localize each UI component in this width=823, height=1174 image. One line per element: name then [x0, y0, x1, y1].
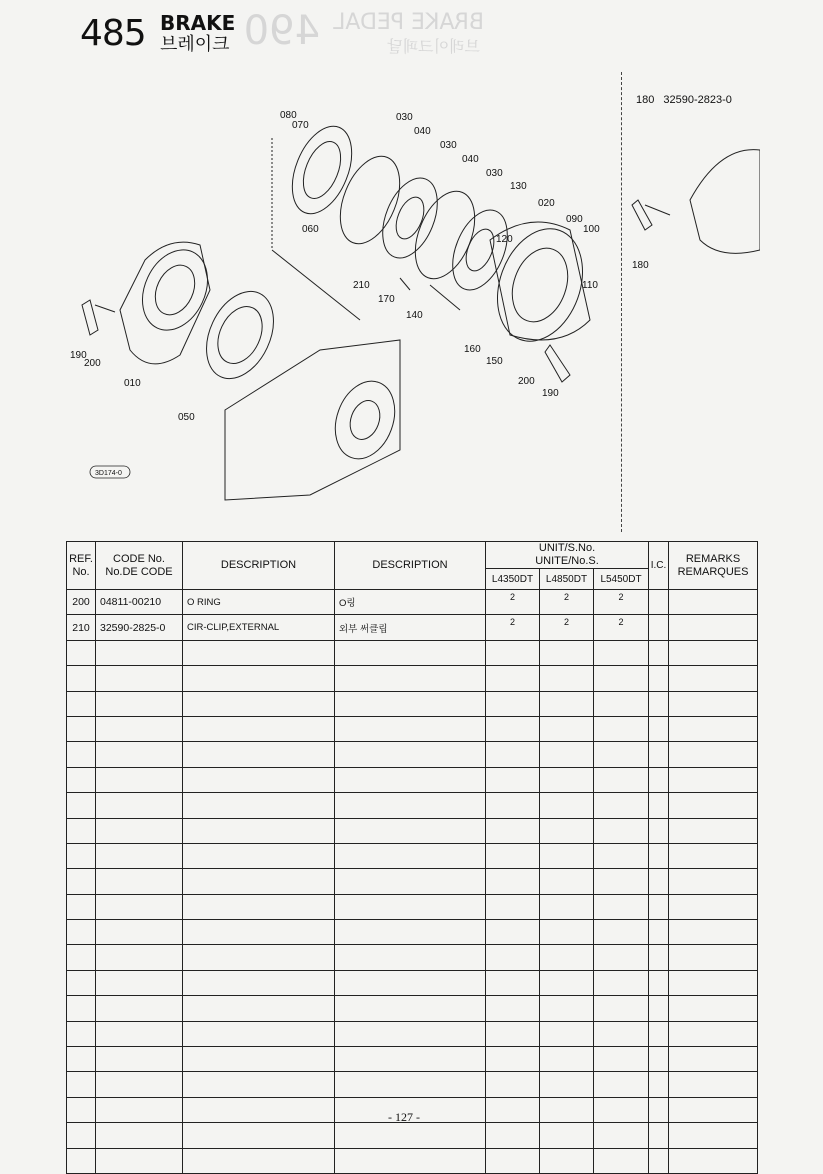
code-cell	[96, 793, 183, 818]
ic-cell	[649, 1123, 669, 1148]
qty-cell	[486, 1097, 540, 1122]
table-row	[67, 996, 758, 1021]
qty-cell	[594, 894, 649, 919]
description-en-cell	[183, 894, 335, 919]
ic-cell	[649, 793, 669, 818]
header-unit: UNIT/S.No. UNITE/No.S.	[486, 542, 649, 569]
description-en-cell	[183, 869, 335, 894]
qty-cell	[486, 894, 540, 919]
table-row	[67, 894, 758, 919]
ref-cell	[67, 894, 96, 919]
ref-cell: 200	[67, 590, 96, 615]
table-row	[67, 843, 758, 868]
callout-label: 070	[292, 120, 309, 131]
description-en-cell	[183, 843, 335, 868]
qty-cell	[540, 945, 594, 970]
qty-cell	[540, 920, 594, 945]
ref-cell	[67, 1072, 96, 1097]
remarks-cell	[669, 793, 758, 818]
description-ko-cell	[335, 996, 486, 1021]
section-title-ko: 브레이크	[160, 34, 230, 55]
description-ko-cell	[335, 894, 486, 919]
ic-cell	[649, 843, 669, 868]
header-remarks: REMARKS REMARQUES	[669, 542, 758, 590]
description-ko-cell	[335, 1123, 486, 1148]
description-en-cell: O RING	[183, 590, 335, 615]
transmission-case	[225, 340, 400, 500]
remarks-cell	[669, 640, 758, 665]
qty-cell	[540, 1021, 594, 1046]
qty-cell	[486, 767, 540, 792]
qty-cell	[540, 767, 594, 792]
description-en-cell	[183, 793, 335, 818]
qty-cell	[594, 818, 649, 843]
callout-label: 100	[583, 224, 600, 235]
description-ko-cell	[335, 869, 486, 894]
qty-cell	[486, 945, 540, 970]
qty-cell	[594, 945, 649, 970]
qty-cell	[594, 1072, 649, 1097]
ic-cell	[649, 742, 669, 767]
ref-cell	[67, 945, 96, 970]
callout-label: 040	[462, 154, 479, 165]
header-code: CODE No. No.DE CODE	[96, 542, 183, 590]
description-ko-cell	[335, 818, 486, 843]
table-row	[67, 920, 758, 945]
table-row	[67, 945, 758, 970]
code-cell	[96, 1148, 183, 1173]
qty-cell: 2	[594, 615, 649, 640]
description-ko-cell	[335, 843, 486, 868]
ref-cell	[67, 1021, 96, 1046]
qty-cell	[486, 920, 540, 945]
callout-label: 010	[124, 378, 141, 389]
callout-label: 190	[70, 350, 87, 361]
callout-label: 060	[302, 224, 319, 235]
table-row	[67, 818, 758, 843]
remarks-cell	[669, 691, 758, 716]
ic-cell	[649, 970, 669, 995]
description-ko-cell	[335, 970, 486, 995]
ref-cell	[67, 716, 96, 741]
exploded-brake-diagram	[60, 90, 760, 510]
description-ko-cell	[335, 742, 486, 767]
description-ko-cell	[335, 716, 486, 741]
reference-note: 180 32590-2823-0	[636, 94, 732, 106]
qty-cell	[486, 996, 540, 1021]
code-cell	[96, 920, 183, 945]
remarks-cell	[669, 894, 758, 919]
header-model: L4850DT	[540, 569, 594, 590]
code-cell	[96, 1097, 183, 1122]
table-row	[67, 666, 758, 691]
qty-cell	[540, 742, 594, 767]
qty-cell	[594, 742, 649, 767]
callout-label: 090	[566, 214, 583, 225]
qty-cell: 2	[594, 590, 649, 615]
qty-cell	[594, 970, 649, 995]
qty-cell	[486, 666, 540, 691]
header-description-ko: DESCRIPTION	[335, 542, 486, 590]
qty-cell	[594, 1021, 649, 1046]
qty-cell	[540, 716, 594, 741]
callout-label: 120	[496, 234, 513, 245]
qty-cell	[486, 869, 540, 894]
description-en-cell: CIR-CLIP,EXTERNAL	[183, 615, 335, 640]
qty-cell: 2	[486, 590, 540, 615]
qty-cell	[540, 818, 594, 843]
remarks-cell	[669, 1072, 758, 1097]
remarks-cell	[669, 945, 758, 970]
callout-label: 110	[582, 280, 598, 291]
ic-cell	[649, 691, 669, 716]
bleed-title-ko: 브레이크페달	[387, 37, 480, 56]
remarks-cell	[669, 590, 758, 615]
description-en-cell	[183, 1021, 335, 1046]
qty-cell	[594, 1123, 649, 1148]
ic-cell	[649, 716, 669, 741]
qty-cell	[540, 640, 594, 665]
callout-label: 200	[518, 376, 535, 387]
qty-cell	[486, 1072, 540, 1097]
description-ko-cell	[335, 666, 486, 691]
qty-cell	[486, 1047, 540, 1072]
remarks-cell	[669, 615, 758, 640]
section-title-en: BRAKE	[160, 11, 236, 35]
remarks-cell	[669, 818, 758, 843]
code-cell	[96, 818, 183, 843]
code-cell	[96, 970, 183, 995]
code-cell	[96, 640, 183, 665]
ref-cell	[67, 1148, 96, 1173]
section-number: 485	[80, 13, 146, 54]
description-en-cell	[183, 1047, 335, 1072]
callout-label: 160	[464, 344, 481, 355]
remarks-cell	[669, 767, 758, 792]
ref-cell	[67, 793, 96, 818]
ref-cell	[67, 1097, 96, 1122]
qty-cell	[486, 818, 540, 843]
ref-cell	[67, 767, 96, 792]
ref-cell	[67, 742, 96, 767]
description-ko-cell	[335, 1047, 486, 1072]
qty-cell	[486, 1123, 540, 1148]
ic-cell	[649, 1021, 669, 1046]
qty-cell	[486, 1148, 540, 1173]
remarks-cell	[669, 1123, 758, 1148]
code-cell	[96, 894, 183, 919]
qty-cell	[540, 1097, 594, 1122]
table-row	[67, 1047, 758, 1072]
ic-cell	[649, 869, 669, 894]
callout-label: 200	[84, 358, 101, 369]
ref-cell	[67, 996, 96, 1021]
ic-cell	[649, 666, 669, 691]
table-row	[67, 1072, 758, 1097]
table-row	[67, 742, 758, 767]
qty-cell	[540, 691, 594, 716]
description-en-cell	[183, 1148, 335, 1173]
part-callouts	[70, 110, 649, 423]
page-number: - 127 -	[388, 1110, 420, 1124]
qty-cell	[594, 1047, 649, 1072]
ic-cell	[649, 1097, 669, 1122]
remarks-cell	[669, 1047, 758, 1072]
description-en-cell	[183, 742, 335, 767]
qty-cell	[540, 869, 594, 894]
qty-cell	[486, 742, 540, 767]
table-row	[67, 590, 758, 615]
callout-label: 040	[414, 126, 431, 137]
diagram-code-stamp: 3D174-0	[95, 470, 122, 477]
callout-label: 030	[486, 168, 503, 179]
ref-cell: 210	[67, 615, 96, 640]
code-cell	[96, 1047, 183, 1072]
description-ko-cell: O링	[335, 590, 486, 615]
description-ko-cell: 외부 써클립	[335, 615, 486, 640]
ic-cell	[649, 590, 669, 615]
ic-cell	[649, 615, 669, 640]
ic-cell	[649, 1148, 669, 1173]
table-row	[67, 869, 758, 894]
header-ic: I.C.	[649, 542, 669, 590]
ref-cell	[67, 869, 96, 894]
callout-label: 140	[406, 310, 423, 321]
qty-cell	[594, 640, 649, 665]
qty-cell	[540, 1123, 594, 1148]
qty-cell	[594, 793, 649, 818]
code-cell	[96, 945, 183, 970]
bleed-number: 490	[243, 8, 320, 54]
qty-cell	[540, 793, 594, 818]
qty-cell	[486, 843, 540, 868]
description-en-cell	[183, 945, 335, 970]
qty-cell	[486, 640, 540, 665]
description-en-cell	[183, 818, 335, 843]
ic-cell	[649, 1072, 669, 1097]
ref-cell	[67, 818, 96, 843]
remarks-cell	[669, 970, 758, 995]
code-cell	[96, 843, 183, 868]
ref-cell	[67, 970, 96, 995]
header-description-en: DESCRIPTION	[183, 542, 335, 590]
ref-cell	[67, 640, 96, 665]
table-row	[67, 793, 758, 818]
qty-cell	[540, 1072, 594, 1097]
code-cell	[96, 869, 183, 894]
ic-cell	[649, 996, 669, 1021]
ref-cell	[67, 691, 96, 716]
qty-cell	[486, 691, 540, 716]
ref-cell	[67, 1123, 96, 1148]
callout-label: 170	[378, 294, 395, 305]
table-row	[67, 1148, 758, 1173]
ref-cell	[67, 920, 96, 945]
description-en-cell	[183, 640, 335, 665]
description-en-cell	[183, 691, 335, 716]
qty-cell	[594, 869, 649, 894]
table-row	[67, 767, 758, 792]
pedal-side-assembly	[690, 150, 760, 254]
remarks-cell	[669, 1148, 758, 1173]
qty-cell: 2	[540, 615, 594, 640]
description-ko-cell	[335, 691, 486, 716]
code-cell	[96, 1072, 183, 1097]
code-cell	[96, 1123, 183, 1148]
ic-cell	[649, 945, 669, 970]
code-cell	[96, 742, 183, 767]
qty-cell	[540, 894, 594, 919]
ic-cell	[649, 894, 669, 919]
code-cell: 04811-00210	[96, 590, 183, 615]
qty-cell	[486, 716, 540, 741]
code-cell	[96, 691, 183, 716]
qty-cell	[486, 1021, 540, 1046]
table-row	[67, 640, 758, 665]
ic-cell	[649, 640, 669, 665]
callout-label: 130	[510, 181, 527, 192]
remarks-cell	[669, 869, 758, 894]
ref-cell	[67, 843, 96, 868]
qty-cell: 2	[540, 590, 594, 615]
qty-cell	[540, 996, 594, 1021]
header-ref: REF. No.	[67, 542, 96, 590]
description-en-cell	[183, 666, 335, 691]
qty-cell	[540, 970, 594, 995]
brake-housing-left	[120, 242, 210, 364]
code-cell	[96, 1021, 183, 1046]
remarks-cell	[669, 920, 758, 945]
remarks-cell	[669, 996, 758, 1021]
remarks-cell	[669, 1097, 758, 1122]
qty-cell	[540, 1047, 594, 1072]
ic-cell	[649, 920, 669, 945]
code-cell	[96, 716, 183, 741]
ic-cell	[649, 1047, 669, 1072]
description-ko-cell	[335, 793, 486, 818]
callout-label: 080	[280, 110, 297, 121]
description-en-cell	[183, 716, 335, 741]
qty-cell	[540, 1148, 594, 1173]
description-en-cell	[183, 767, 335, 792]
code-cell: 32590-2825-0	[96, 615, 183, 640]
callout-label: 180	[632, 260, 649, 271]
code-cell	[96, 666, 183, 691]
qty-cell	[540, 843, 594, 868]
remarks-cell	[669, 843, 758, 868]
ic-cell	[649, 767, 669, 792]
callout-label: 050	[178, 412, 195, 423]
callout-label: 150	[486, 356, 503, 367]
qty-cell	[594, 996, 649, 1021]
callout-label: 190	[542, 388, 559, 399]
callout-label: 020	[538, 198, 555, 209]
qty-cell	[594, 920, 649, 945]
qty-cell	[594, 1148, 649, 1173]
ic-cell	[649, 818, 669, 843]
table-row	[67, 716, 758, 741]
qty-cell	[594, 1097, 649, 1122]
remarks-cell	[669, 1021, 758, 1046]
description-ko-cell	[335, 920, 486, 945]
table-row	[67, 691, 758, 716]
qty-cell	[594, 767, 649, 792]
description-ko-cell	[335, 640, 486, 665]
header-model: L4350DT	[486, 569, 540, 590]
description-ko-cell	[335, 1021, 486, 1046]
callout-label: 030	[440, 140, 457, 151]
description-en-cell	[183, 996, 335, 1021]
remarks-cell	[669, 716, 758, 741]
callout-label: 210	[353, 280, 370, 291]
description-en-cell	[183, 920, 335, 945]
description-ko-cell	[335, 767, 486, 792]
table-row	[67, 1021, 758, 1046]
qty-cell	[594, 843, 649, 868]
qty-cell	[540, 666, 594, 691]
table-row	[67, 970, 758, 995]
bleed-title-en: BRAKE PEDAL	[333, 10, 484, 35]
table-row	[67, 615, 758, 640]
description-ko-cell	[335, 1072, 486, 1097]
qty-cell	[594, 666, 649, 691]
qty-cell	[486, 793, 540, 818]
qty-cell: 2	[486, 615, 540, 640]
remarks-cell	[669, 742, 758, 767]
description-ko-cell	[335, 1148, 486, 1173]
description-ko-cell	[335, 945, 486, 970]
parts-table	[66, 541, 758, 1174]
table-row	[67, 1123, 758, 1148]
qty-cell	[594, 716, 649, 741]
code-cell	[96, 767, 183, 792]
qty-cell	[486, 970, 540, 995]
qty-cell	[594, 691, 649, 716]
description-en-cell	[183, 1072, 335, 1097]
description-en-cell	[183, 970, 335, 995]
remarks-cell	[669, 666, 758, 691]
ref-cell	[67, 1047, 96, 1072]
ref-cell	[67, 666, 96, 691]
description-en-cell	[183, 1123, 335, 1148]
callout-label: 030	[396, 112, 413, 123]
code-cell	[96, 996, 183, 1021]
header-model: L5450DT	[594, 569, 649, 590]
description-en-cell	[183, 1097, 335, 1122]
